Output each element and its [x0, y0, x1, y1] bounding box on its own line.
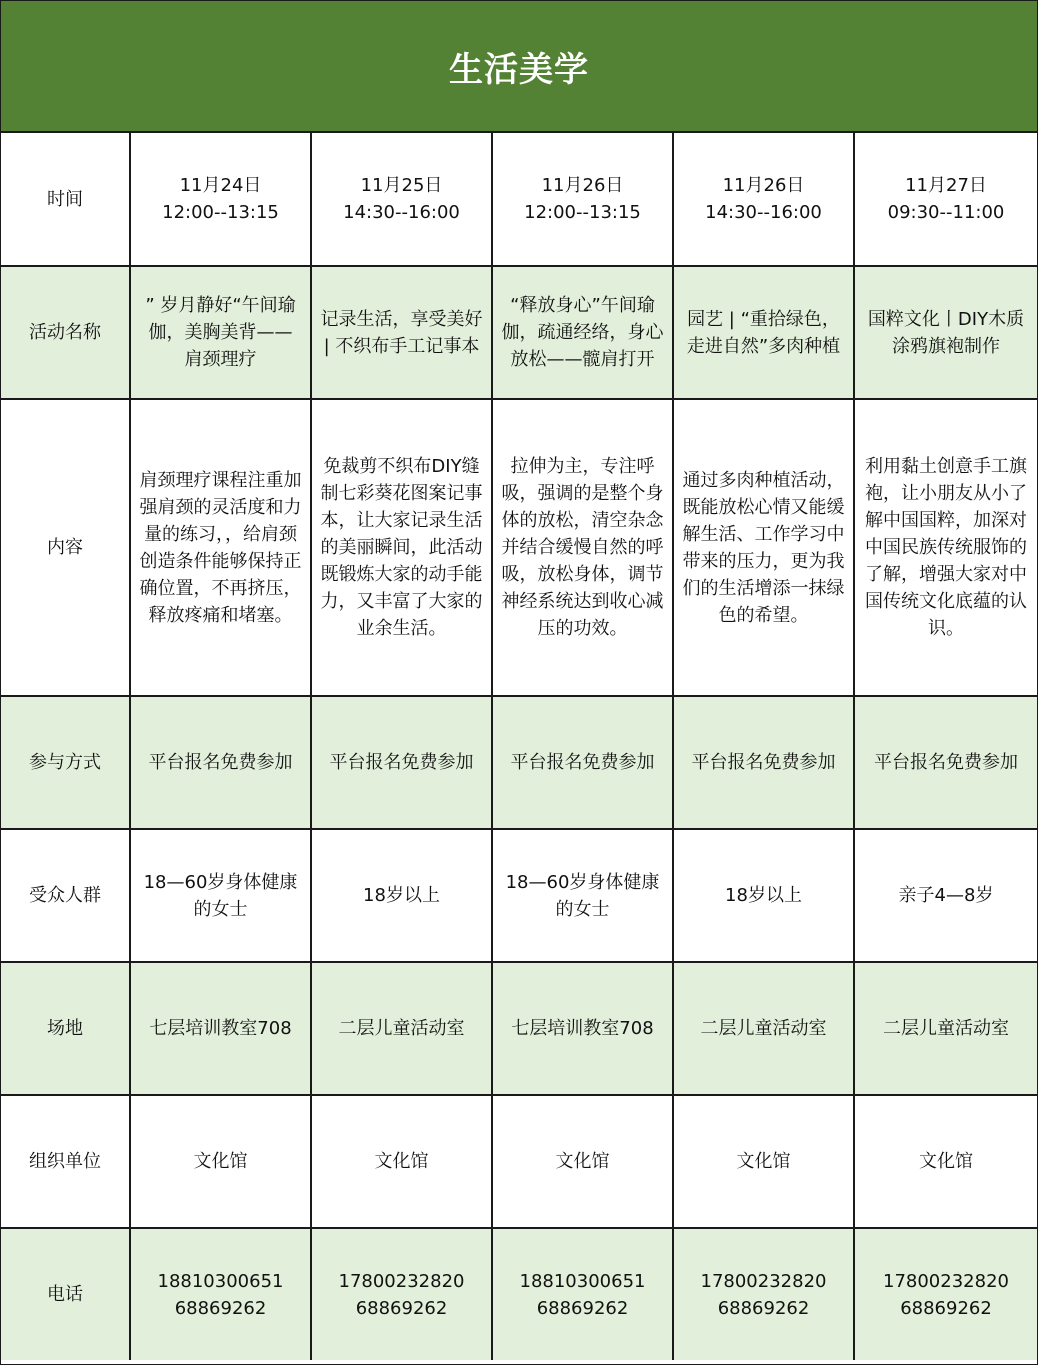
cell-text-line: 免裁剪不织布DIY缝 [323, 456, 480, 477]
table-cell [492, 696, 673, 829]
table-cell [311, 266, 492, 399]
table-cell [673, 1228, 854, 1360]
table-cell [492, 1228, 673, 1360]
table-cell [673, 962, 854, 1095]
table-cell [130, 133, 311, 266]
cell-text-line: 园艺 | “重拾绿色， [687, 308, 840, 330]
table-cell [311, 133, 492, 266]
table-cell [492, 962, 673, 1095]
table-cell [673, 266, 854, 399]
cell-text-line: 通过多肉种植活动， [682, 469, 845, 491]
cell-text-line: 二层儿童活动室 [338, 1018, 465, 1039]
table-cell [673, 696, 854, 829]
cell-text-line: 识。 [928, 618, 964, 639]
cell-text-line: 亲子4—8岁 [898, 885, 994, 906]
cell-text-line: 伽，疏通经络，身心 [501, 322, 664, 343]
row-label: 活动名称 [1, 266, 130, 399]
cell-text-line: 11月25日 [360, 175, 443, 196]
row-label: 电话 [1, 1228, 130, 1360]
table-cell [130, 962, 311, 1095]
cell-text-line: 七层培训教室708 [149, 1018, 292, 1039]
table-cell [492, 266, 673, 399]
cell-text-line: 的美丽瞬间，此活动 [320, 537, 483, 558]
cell-text-line: 18岁以上 [363, 885, 440, 906]
cell-text-line: 肩颈理疗 [184, 349, 257, 370]
table-cell [130, 829, 311, 962]
table-cell [854, 266, 1037, 399]
table-cell [854, 1228, 1037, 1360]
cell-text-line: 既能放松心情又能缓 [682, 496, 845, 518]
cell-text-line: 二层儿童活动室 [700, 1018, 827, 1039]
table-cell [492, 133, 673, 266]
cell-text-line: 14:30--16:00 [705, 202, 822, 223]
cell-text-line: 的女士 [193, 898, 248, 920]
row-label: 时间 [1, 133, 130, 266]
cell-text-line: 拉伸为主，专注呼 [510, 456, 655, 477]
cell-text-line: | 不织布手工记事本 [323, 335, 480, 357]
cell-text-line: 既锻炼大家的动手能 [320, 564, 483, 585]
cell-text-line: 记录生活，享受美好 [320, 308, 483, 330]
table-cell [311, 962, 492, 1095]
cell-text-line: 18—60岁身体健康 [143, 871, 298, 893]
schedule-table [1, 133, 1037, 1360]
cell-text-line: 解中国国粹，加深对 [865, 510, 1027, 531]
table-cell [673, 829, 854, 962]
cell-text-line: 确位置，不再挤压， [139, 577, 302, 599]
cell-text-line: 们的生活增添一抹绿 [682, 577, 845, 599]
row-label: 参与方式 [1, 696, 130, 829]
table-cell [673, 1095, 854, 1228]
cell-text-line: 11月26日 [722, 175, 805, 196]
cell-text-line: 伽，美胸美背—— [148, 322, 293, 343]
cell-text-line: 68869262 [900, 1297, 992, 1319]
table-cell [311, 1228, 492, 1360]
cell-text-line: 17800232820 [883, 1270, 1009, 1292]
row-label: 受众人群 [1, 829, 130, 962]
page-title: 生活美学 [1, 1, 1037, 133]
cell-text-line: 文化馆 [919, 1151, 973, 1172]
cell-text-line: 14:30--16:00 [343, 202, 460, 223]
cell-text-line: 肩颈理疗课程注重加 [139, 469, 302, 491]
row-phone [1, 1228, 1037, 1360]
row-venue [1, 962, 1037, 1095]
cell-text-line: 平台报名免费参加 [329, 752, 474, 773]
cell-text-line: “释放身心”午间瑜 [510, 295, 655, 316]
cell-text-line: 17800232820 [700, 1270, 827, 1292]
cell-text-line: 本，让大家记录生活 [320, 510, 483, 531]
table-cell [854, 829, 1037, 962]
cell-text-line: 强肩颈的灵活度和力 [139, 496, 302, 518]
cell-text-line: 11月24日 [179, 175, 262, 196]
cell-text-line: 17800232820 [338, 1270, 465, 1292]
cell-text-line: 创造条件能够保持正 [139, 550, 302, 572]
cell-text-line: 神经系统达到收心减 [501, 591, 664, 612]
cell-text-line: 走进自然”多肉种植 [686, 335, 841, 357]
table-cell [130, 1095, 311, 1228]
row-content [1, 399, 1037, 696]
cell-text-line: 11月26日 [541, 175, 624, 196]
cell-text-line: 18810300651 [519, 1270, 646, 1292]
row-participation [1, 696, 1037, 829]
table-cell [311, 399, 492, 696]
table-cell [311, 829, 492, 962]
table-cell [854, 962, 1037, 1095]
cell-text-line: 平台报名免费参加 [691, 752, 836, 773]
cell-text-line: 带来的压力，更为我 [682, 550, 845, 572]
cell-text-line: 文化馆 [374, 1151, 429, 1172]
table-cell [492, 1095, 673, 1228]
row-label: 场地 [1, 962, 130, 1095]
cell-text-line: 国传统文化底蕴的认 [865, 591, 1027, 612]
row-time [1, 133, 1037, 266]
cell-text-line: 释放疼痛和堵塞。 [148, 604, 293, 626]
cell-text-line: 色的希望。 [718, 604, 809, 626]
cell-text-line: 量的练习，，给肩颈 [144, 523, 297, 545]
cell-text-line: 的女士 [555, 898, 610, 920]
cell-text-line: 12:00--13:15 [524, 202, 641, 223]
cell-text-line: 68869262 [355, 1297, 448, 1319]
cell-text-line: 09:30--11:00 [887, 202, 1005, 223]
row-label: 组织单位 [1, 1095, 130, 1228]
cell-text-line: 文化馆 [555, 1151, 610, 1172]
cell-text-line: 解生活、工作学习中 [682, 523, 845, 545]
cell-text-line: 放松——髋肩打开 [510, 349, 655, 370]
table-cell [673, 133, 854, 266]
cell-text-line: 袍，让小朋友从小了 [865, 483, 1027, 504]
cell-text-line: 平台报名免费参加 [148, 752, 293, 773]
table-cell [311, 1095, 492, 1228]
cell-text-line: 利用黏土创意手工旗 [865, 456, 1027, 477]
cell-text-line: 11月27日 [905, 175, 987, 196]
cell-text-line: 国粹文化丨DIY木质 [867, 308, 1025, 330]
cell-text-line: 68869262 [174, 1297, 267, 1319]
cell-text-line: 并结合缓慢自然的呼 [501, 537, 664, 558]
table-cell [130, 266, 311, 399]
cell-text-line: 二层儿童活动室 [883, 1018, 1009, 1039]
table-cell [854, 1095, 1037, 1228]
table-cell [130, 399, 311, 696]
cell-text-line: 业余生活。 [356, 618, 447, 639]
table-cell [311, 696, 492, 829]
table-cell [854, 399, 1037, 696]
row-activity-name [1, 266, 1037, 399]
schedule-body [1, 133, 1037, 1360]
cell-text-line: 12:00--13:15 [162, 202, 279, 223]
cell-text-line: 制七彩葵花图案记事 [320, 483, 483, 504]
cell-text-line: 压的功效。 [537, 618, 628, 639]
table-cell [854, 133, 1037, 266]
cell-text-line: 力，又丰富了大家的 [320, 591, 483, 612]
cell-text-line: 平台报名免费参加 [510, 752, 655, 773]
table-cell [673, 399, 854, 696]
cell-text-line: 涂鸦旗袍制作 [892, 335, 1000, 357]
cell-text-line: 18—60岁身体健康 [505, 871, 660, 893]
cell-text-line: 体的放松，清空杂念 [501, 510, 664, 531]
table-cell [492, 829, 673, 962]
cell-text-line: 文化馆 [193, 1151, 248, 1172]
cell-text-line: 了解，增强大家对中 [865, 564, 1027, 585]
cell-text-line: 平台报名免费参加 [874, 752, 1018, 773]
cell-text-line: 68869262 [536, 1297, 629, 1319]
row-label: 内容 [1, 399, 130, 696]
table-cell [130, 696, 311, 829]
cell-text-line: 中国民族传统服饰的 [865, 537, 1027, 558]
cell-text-line: 68869262 [717, 1297, 810, 1319]
cell-text-line: 吸，放松身体，调节 [501, 564, 664, 585]
cell-text-line: 七层培训教室708 [511, 1018, 654, 1039]
cell-text-line: 吸，强调的是整个身 [501, 483, 664, 504]
row-organizer [1, 1095, 1037, 1228]
table-cell [492, 399, 673, 696]
cell-text-line: 18810300651 [157, 1270, 284, 1292]
row-audience [1, 829, 1037, 962]
cell-text-line: ” 岁月静好“午间瑜 [145, 295, 296, 316]
table-cell [854, 696, 1037, 829]
cell-text-line: 文化馆 [736, 1151, 791, 1172]
table-cell [130, 1228, 311, 1360]
cell-text-line: 18岁以上 [725, 885, 802, 906]
